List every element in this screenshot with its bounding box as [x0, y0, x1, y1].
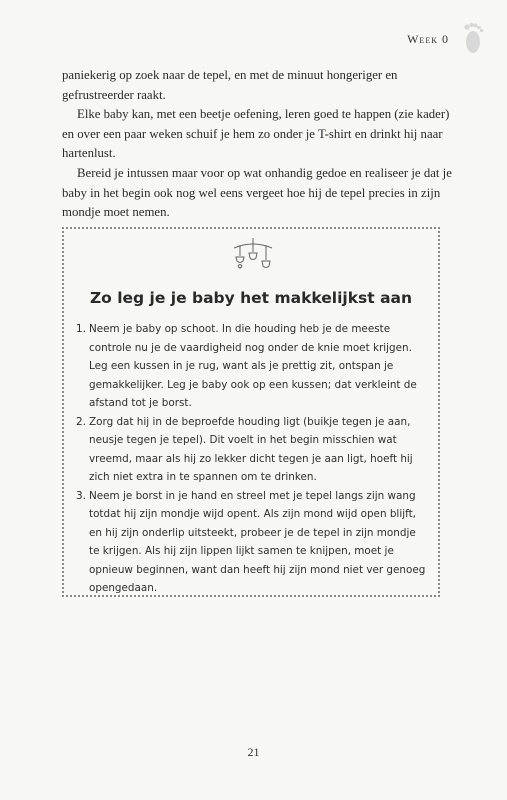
list-item [76, 320, 428, 413]
running-header [407, 20, 485, 56]
step-text: Neem je baby op schoot. In die houding heb je de meeste controle nu je de vaardigheid nog onder de knie moet krijgen. Leg een kussen in je rug, want als je prettig zit, ontspan je gemakkelijker. Leg je baby ook op een kussen; dat verkleint de afstand tot je borst. [89, 323, 417, 409]
week-label: Week 0 [407, 31, 449, 46]
step-text: Zorg dat hij in de beproefde houding ligt (buikje tegen je aan, neusje tegen je tepel). Dit voelt in het begin misschien wat vreemd, maar als hij zo lekker dicht tegen je aan ligt, hoeft hij zich niet extra in te spannen om te drinken. [89, 415, 413, 483]
step-number: 2. [76, 415, 86, 428]
step-number: 1. [76, 323, 86, 335]
body-text [62, 66, 452, 223]
list-item [76, 487, 428, 598]
step-number: 3. [76, 489, 86, 502]
box-title: Zo leg je je baby het makkelijkst aan [89, 289, 413, 307]
paragraph: Elke baby kan, met een beetje oefening, leren goed te happen (zie kader) en over een paar weken schuif je hem zo onder je T-shirt en drinkt hij naar hartenlust. [62, 107, 450, 161]
paragraph: paniekerig op zoek naar de tepel, en met de minuut hongeriger en gefrustreerder raakt. [62, 68, 398, 102]
paragraph: Bereid je intussen maar voor op wat onhandig gedoe en realiseer je dat je baby in het begin ook nog wel eens vergeet hoe hij de tepel precies in zijn mondje moet nemen. [62, 165, 452, 220]
footprint-icon [459, 20, 485, 56]
step-text: Neem je borst in je hand en streel met je tepel langs zijn wang totdat hij zijn mondje wijd opent. Als zijn mond wijd open blijft, en hij zijn onderlip uitsteekt, probeer je de tepel in zijn mondje te krijgen. Als hij zijn lippen lijkt samen te knijpen, moet je opnieuw beginnen, want dan heeft hij zijn mond niet ver genoeg opengedaan. [89, 489, 426, 594]
steps-list [76, 320, 428, 598]
baby-mobile-icon [230, 236, 276, 282]
page-number: 21 [247, 745, 260, 759]
list-item [76, 413, 428, 487]
